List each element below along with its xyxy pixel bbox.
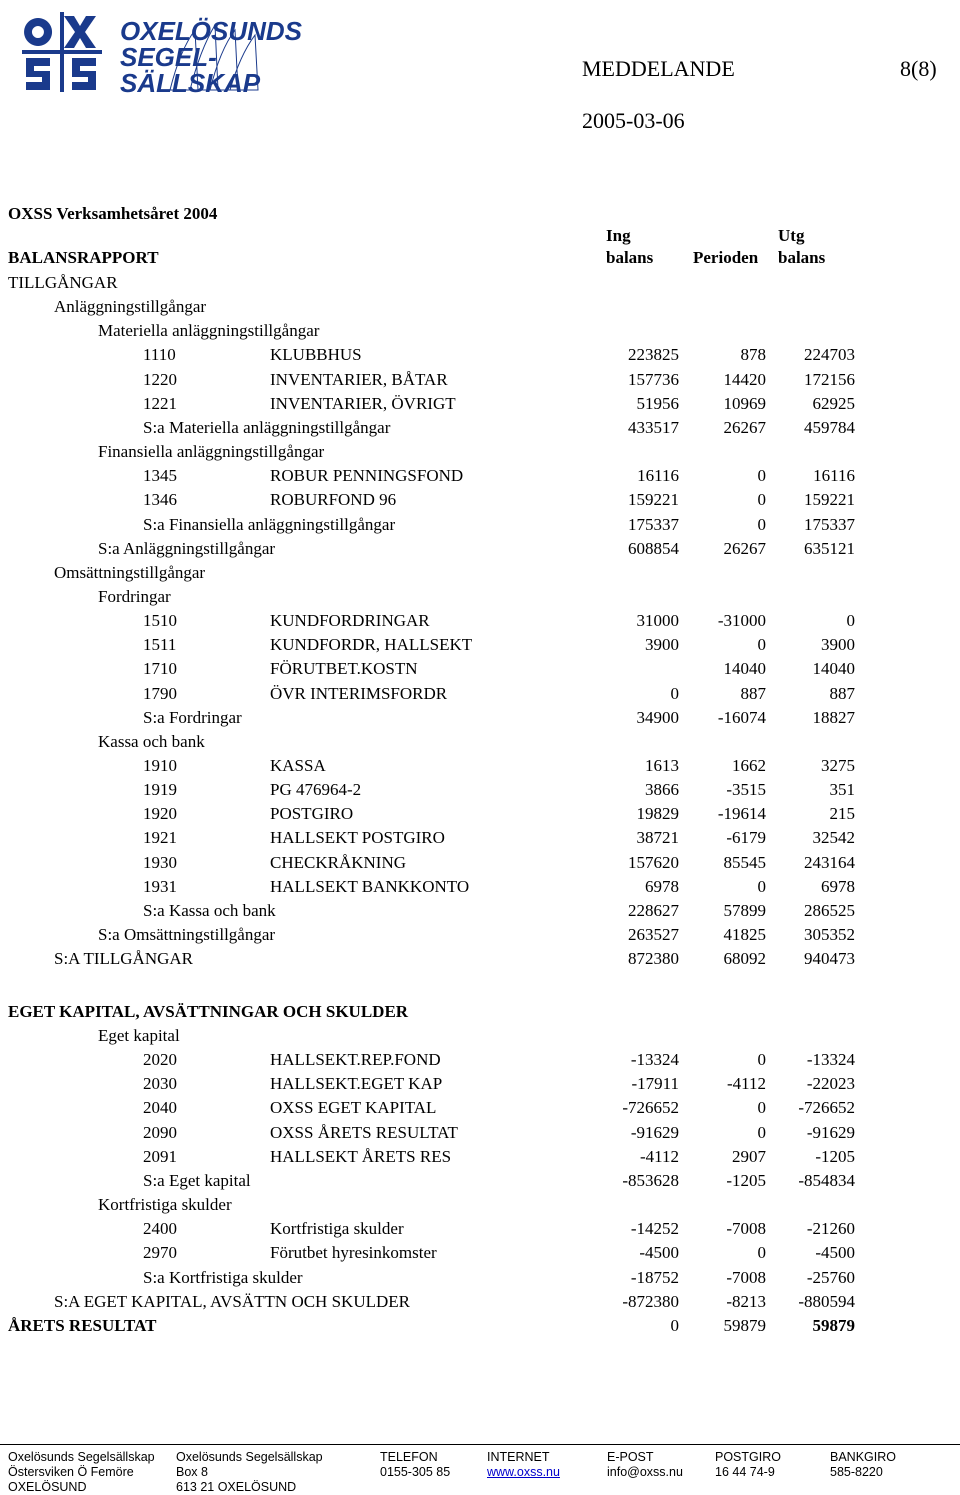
- footer-col4-line-1[interactable]: www.oxss.nu: [487, 1465, 560, 1479]
- account-code: 2020: [143, 1050, 177, 1070]
- utg-balans-value: -13324: [806, 1050, 855, 1070]
- period-value: -31000: [717, 611, 766, 631]
- account-name: FÖRUTBET.KOSTN: [270, 659, 418, 679]
- account-code: 1221: [143, 393, 177, 413]
- row-label: S:a Anläggningstillgångar: [98, 538, 276, 558]
- account-name: ROBURFOND 96: [270, 490, 397, 510]
- ing-balans-value: 31000: [636, 611, 679, 631]
- account-row: [0, 1243, 960, 1267]
- period-value: 14420: [723, 369, 766, 389]
- utg-balans-value: -726652: [798, 1098, 855, 1118]
- ing-balans-value: -91629: [630, 1122, 679, 1142]
- period-value: 85545: [723, 852, 766, 872]
- period-value: 0: [757, 466, 766, 486]
- section-title-equity: EGET KAPITAL, AVSÄTTNINGAR OCH SKULDER: [8, 1002, 409, 1021]
- period-value: 0: [757, 1098, 766, 1118]
- account-code: 1921: [143, 828, 177, 848]
- section-row: [0, 732, 960, 756]
- account-code: 1220: [143, 369, 177, 389]
- account-code: 2091: [143, 1146, 177, 1166]
- utg-balans-value: 635121: [804, 538, 855, 558]
- doc-date: 2005-03-06: [582, 108, 685, 133]
- ing-balans-value: 433517: [628, 417, 679, 437]
- period-value: -7008: [726, 1219, 766, 1239]
- account-code: 1919: [143, 780, 177, 800]
- footer-col3-line-1: 0155-305 85: [380, 1465, 451, 1479]
- ing-balans-value: 157736: [628, 369, 679, 389]
- utg-balans-value: 59879: [812, 1315, 855, 1335]
- ing-balans-value: -853628: [622, 1170, 679, 1190]
- period-value: 0: [757, 514, 766, 534]
- col-ing-label-2: balans: [606, 248, 654, 267]
- period-value: -7008: [726, 1267, 766, 1287]
- ing-balans-value: 0: [670, 1315, 679, 1335]
- row-label: S:A TILLGÅNGAR: [54, 949, 193, 969]
- row-label: Kassa och bank: [98, 731, 205, 751]
- row-label: Eget kapital: [98, 1026, 180, 1045]
- footer-col6-line-1: 16 44 74-9: [715, 1465, 775, 1479]
- utg-balans-value: -4500: [815, 1243, 855, 1263]
- footer-col4-line-0: INTERNET: [487, 1450, 550, 1464]
- section-row: [0, 901, 960, 925]
- ing-balans-value: -4112: [639, 1146, 679, 1166]
- account-row: [0, 1147, 960, 1171]
- period-value: 68092: [723, 949, 766, 969]
- account-name: PG 476964-2: [270, 780, 362, 800]
- utg-balans-value: 243164: [804, 852, 855, 872]
- account-row: [0, 370, 960, 394]
- section-row: [0, 1292, 960, 1316]
- utg-balans-value: 175337: [804, 514, 855, 534]
- period-value: 14040: [723, 659, 766, 679]
- footer-col5-line-1: info@oxss.nu: [607, 1465, 683, 1479]
- row-label: S:a Finansiella anläggningstillgångar: [143, 514, 396, 534]
- period-value: 1662: [732, 756, 766, 775]
- period-value: -6179: [726, 828, 766, 848]
- col-ing-label-1: Ing: [606, 226, 631, 245]
- footer-col2-line-0: Oxelösunds Segelsällskap: [176, 1450, 323, 1464]
- period-value: 0: [757, 635, 766, 655]
- col-utg-label-2: balans: [778, 248, 826, 267]
- utg-balans-value: 159221: [804, 490, 855, 510]
- logo-text-line1: OXELÖSUNDS: [120, 16, 303, 46]
- footer-divider: [0, 1444, 960, 1445]
- period-value: 10969: [723, 393, 766, 413]
- utg-balans-value: -854834: [798, 1170, 855, 1190]
- section-row: [0, 708, 960, 732]
- section-row: [0, 442, 960, 466]
- row-label: S:a Omsättningstillgångar: [98, 925, 276, 945]
- utg-balans-value: 172156: [804, 369, 855, 389]
- account-name: INVENTARIER, BÅTAR: [270, 369, 448, 389]
- section-row: [0, 418, 960, 442]
- period-value: 0: [757, 1122, 766, 1142]
- ing-balans-value: 38721: [636, 828, 679, 848]
- utg-balans-value: 887: [829, 683, 855, 703]
- row-label: Fordringar: [98, 586, 171, 606]
- period-value: -19614: [717, 804, 766, 824]
- ing-balans-value: 1613: [645, 756, 679, 775]
- utg-balans-value: -880594: [798, 1291, 855, 1311]
- account-code: 1790: [143, 683, 177, 703]
- account-code: 2030: [143, 1074, 177, 1094]
- account-code: 1931: [143, 876, 177, 896]
- utg-balans-value: 286525: [804, 900, 855, 920]
- account-row: [0, 828, 960, 852]
- period-value: 26267: [723, 538, 766, 558]
- section-row: [0, 539, 960, 563]
- doc-type: MEDDELANDE: [582, 56, 735, 81]
- account-name: CHECKRÅKNING: [270, 852, 406, 872]
- account-name: KASSA: [270, 756, 326, 775]
- footer-col2-line-2: 613 21 OXELÖSUND: [176, 1480, 297, 1494]
- account-row: [0, 635, 960, 659]
- account-row: [0, 804, 960, 828]
- account-row: [0, 1219, 960, 1243]
- report-subtitle: BALANSRAPPORT: [8, 248, 159, 267]
- utg-balans-value: -22023: [806, 1074, 855, 1094]
- account-name: ÖVR INTERIMSFORDR: [270, 683, 448, 703]
- period-value: 887: [740, 683, 766, 703]
- footer-col7-line-0: BANKGIRO: [830, 1450, 896, 1464]
- ing-balans-value: -17911: [631, 1074, 679, 1094]
- period-value: 0: [757, 1243, 766, 1263]
- account-name: INVENTARIER, ÖVRIGT: [270, 393, 456, 413]
- period-value: -4112: [726, 1074, 766, 1094]
- row-label: Finansiella anläggningstillgångar: [98, 442, 325, 462]
- account-code: 1511: [143, 635, 177, 655]
- report-title: OXSS Verksamhetsåret 2004: [8, 204, 218, 223]
- col-period-label: Perioden: [693, 248, 759, 267]
- account-row: [0, 1123, 960, 1147]
- utg-balans-value: 940473: [804, 949, 855, 969]
- ing-balans-value: 157620: [628, 852, 679, 872]
- utg-balans-value: 0: [846, 611, 855, 631]
- row-label: S:A EGET KAPITAL, AVSÄTTN OCH SKULDER: [54, 1291, 410, 1311]
- utg-balans-value: 18827: [812, 707, 855, 727]
- account-code: 2970: [143, 1243, 177, 1263]
- utg-balans-value: -1205: [815, 1146, 855, 1166]
- row-label: TILLGÅNGAR: [8, 273, 118, 292]
- footer-col5-line-0: E-POST: [607, 1450, 654, 1464]
- account-name: KUNDFORDR, HALLSEKT: [270, 635, 473, 655]
- utg-balans-value: 3900: [821, 635, 855, 655]
- account-name: HALLSEKT.EGET KAP: [270, 1074, 443, 1094]
- ing-balans-value: 0: [670, 683, 679, 703]
- utg-balans-value: 305352: [804, 925, 855, 945]
- account-row: [0, 877, 960, 901]
- account-code: 1910: [143, 756, 177, 775]
- account-row: [0, 756, 960, 780]
- account-code: 2040: [143, 1098, 177, 1118]
- row-label: S:a Kassa och bank: [143, 900, 276, 920]
- section-row: [0, 515, 960, 539]
- account-row: [0, 1098, 960, 1122]
- period-value: -8213: [726, 1291, 766, 1311]
- account-code: 1345: [143, 466, 177, 486]
- footer-col3-line-0: TELEFON: [380, 1450, 438, 1464]
- account-row: [0, 345, 960, 369]
- utg-balans-value: 32542: [812, 828, 855, 848]
- utg-balans-value: 14040: [812, 659, 855, 679]
- section-row: [0, 949, 960, 973]
- row-label: Materiella anläggningstillgångar: [98, 321, 320, 341]
- ing-balans-value: 223825: [628, 345, 679, 365]
- account-name: HALLSEKT BANKKONTO: [270, 876, 470, 896]
- ing-balans-value: 3900: [645, 635, 679, 655]
- section-row: [0, 1316, 960, 1340]
- account-row: [0, 1074, 960, 1098]
- ing-balans-value: -726652: [622, 1098, 679, 1118]
- footer-col7-line-1: 585-8220: [830, 1465, 883, 1479]
- utg-balans-value: -21260: [806, 1219, 855, 1239]
- account-name: ROBUR PENNINGSFOND: [270, 466, 464, 486]
- account-name: Kortfristiga skulder: [270, 1219, 404, 1239]
- period-value: 0: [757, 876, 766, 896]
- footer-col2-line-1: Box 8: [176, 1465, 208, 1479]
- account-name: HALLSEKT.REP.FOND: [270, 1050, 441, 1070]
- col-utg-label-1: Utg: [778, 226, 805, 245]
- account-row: [0, 853, 960, 877]
- logo-text-line2: SEGEL-: [120, 42, 217, 72]
- account-code: 2090: [143, 1122, 177, 1142]
- account-name: OXSS EGET KAPITAL: [270, 1098, 437, 1118]
- utg-balans-value: 459784: [804, 417, 855, 437]
- account-row: [0, 659, 960, 683]
- period-value: -1205: [726, 1170, 766, 1190]
- section-row: [0, 1268, 960, 1292]
- footer-col6-line-0: POSTGIRO: [715, 1450, 781, 1464]
- account-name: KLUBBHUS: [270, 345, 362, 365]
- period-value: 59879: [723, 1315, 766, 1335]
- period-value: 878: [740, 345, 766, 365]
- utg-balans-value: 16116: [813, 466, 855, 486]
- period-value: 0: [757, 490, 766, 510]
- row-label: Kortfristiga skulder: [98, 1195, 232, 1215]
- ing-balans-value: 263527: [628, 925, 679, 945]
- account-row: [0, 466, 960, 490]
- account-code: 1110: [143, 345, 176, 365]
- utg-balans-value: -91629: [806, 1122, 855, 1142]
- account-row: [0, 611, 960, 635]
- account-code: 2400: [143, 1219, 177, 1239]
- ing-balans-value: 608854: [628, 538, 679, 558]
- logo-text-line3: SÄLLSKAP: [120, 68, 261, 98]
- account-name: POSTGIRO: [270, 804, 354, 824]
- logo: [20, 10, 303, 100]
- footer-col1-line-1: Östersviken Ö Femöre: [8, 1465, 134, 1479]
- account-name: HALLSEKT ÅRETS RES: [270, 1146, 452, 1166]
- section-row: [0, 925, 960, 949]
- period-value: 2907: [732, 1146, 766, 1166]
- section-row: [0, 321, 960, 345]
- footer-col1-line-0: Oxelösunds Segelsällskap: [8, 1450, 155, 1464]
- ing-balans-value: 34900: [636, 707, 679, 727]
- ing-balans-value: -14252: [630, 1219, 679, 1239]
- period-value: -16074: [717, 707, 766, 727]
- utg-balans-value: 224703: [804, 345, 855, 365]
- section-row: [0, 1026, 960, 1050]
- account-row: [0, 684, 960, 708]
- ing-balans-value: 872380: [628, 949, 679, 969]
- period-value: 41825: [723, 925, 766, 945]
- ing-balans-value: 159221: [628, 490, 679, 510]
- account-row: [0, 490, 960, 514]
- ing-balans-value: 3866: [645, 780, 679, 800]
- row-label: ÅRETS RESULTAT: [8, 1315, 157, 1335]
- account-name: HALLSEKT POSTGIRO: [270, 828, 445, 848]
- ing-balans-value: 19829: [636, 804, 679, 824]
- account-name: OXSS ÅRETS RESULTAT: [270, 1122, 458, 1142]
- period-value: -3515: [726, 780, 766, 800]
- account-code: 1920: [143, 804, 177, 824]
- row-label: S:a Materiella anläggningstillgångar: [143, 417, 391, 437]
- ing-balans-value: 6978: [645, 876, 679, 896]
- utg-balans-value: 351: [829, 780, 855, 800]
- utg-balans-value: 62925: [812, 393, 855, 413]
- period-value: 26267: [723, 417, 766, 437]
- utg-balans-value: 6978: [821, 876, 855, 896]
- section-row: [0, 1171, 960, 1195]
- section-row: [0, 273, 960, 297]
- utg-balans-value: -25760: [806, 1267, 855, 1287]
- row-label: Anläggningstillgångar: [54, 297, 207, 317]
- ing-balans-value: -4500: [639, 1243, 679, 1263]
- ing-balans-value: 228627: [628, 900, 679, 920]
- account-row: [0, 394, 960, 418]
- ing-balans-value: 175337: [628, 514, 679, 534]
- account-row: [0, 780, 960, 804]
- row-label: Omsättningstillgångar: [54, 562, 206, 582]
- account-name: KUNDFORDRINGAR: [270, 611, 430, 631]
- account-row: [0, 1050, 960, 1074]
- row-label: S:a Eget kapital: [143, 1170, 251, 1190]
- utg-balans-value: 3275: [821, 756, 855, 775]
- section-row: [0, 587, 960, 611]
- account-name: Förutbet hyresinkomster: [270, 1243, 437, 1263]
- ing-balans-value: -872380: [622, 1291, 679, 1311]
- utg-balans-value: 215: [829, 804, 855, 824]
- footer-col1-line-2: OXELÖSUND: [8, 1480, 87, 1494]
- row-label: S:a Fordringar: [143, 707, 242, 727]
- ing-balans-value: -13324: [630, 1050, 679, 1070]
- ing-balans-value: 51956: [636, 393, 679, 413]
- period-value: 0: [757, 1050, 766, 1070]
- account-code: 1930: [143, 852, 177, 872]
- account-code: 1510: [143, 611, 177, 631]
- section-row: [0, 1195, 960, 1219]
- page-number: 8(8): [900, 56, 937, 81]
- row-label: S:a Kortfristiga skulder: [143, 1267, 303, 1287]
- ing-balans-value: 16116: [637, 466, 679, 486]
- ing-balans-value: -18752: [630, 1267, 679, 1287]
- account-code: 1710: [143, 659, 177, 679]
- account-code: 1346: [143, 490, 177, 510]
- section-row: [0, 563, 960, 587]
- period-value: 57899: [723, 900, 766, 920]
- section-row: [0, 297, 960, 321]
